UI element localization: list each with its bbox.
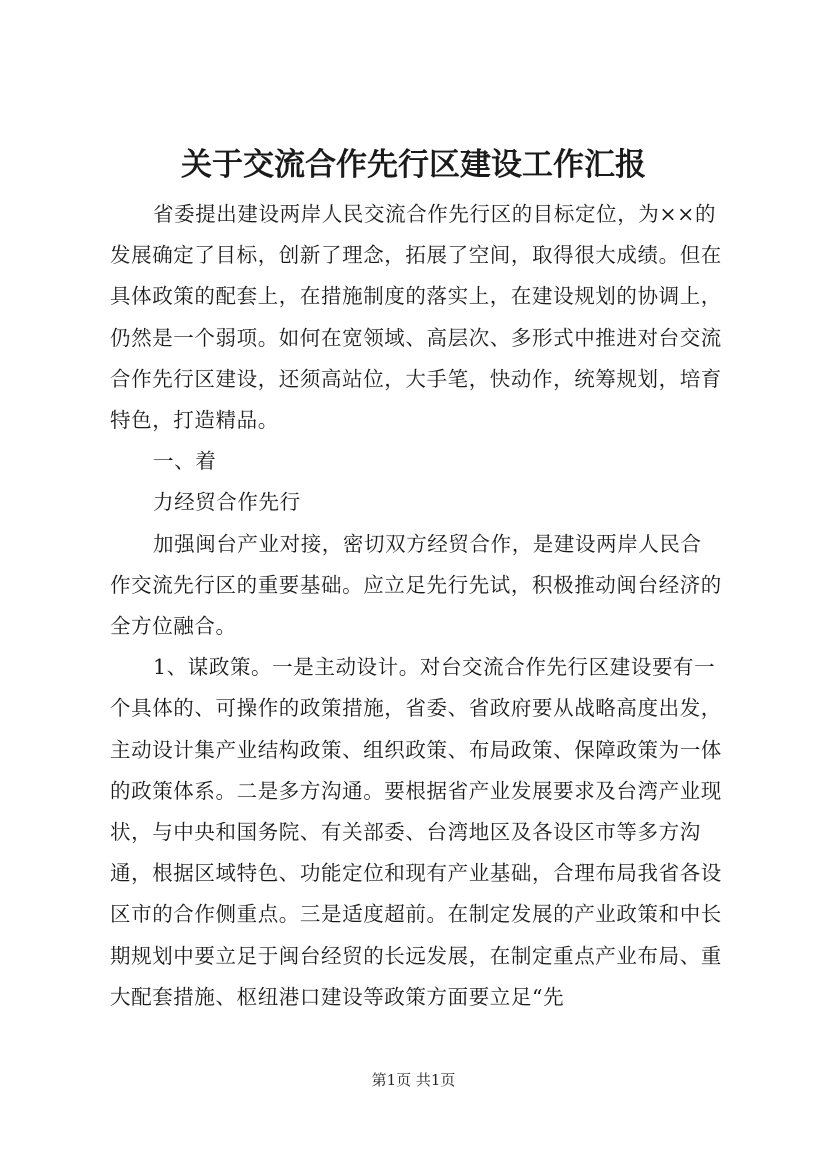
document-body (110, 194, 722, 1018)
page-footer: 第1页 共1页 (371, 1071, 456, 1089)
paragraph-economic-cooperation: 加强闽台产业对接，密切双方经贸合作，是建设两岸人民合作交流先行区的重要基础。应立足先行先试，积极推动闽台经济的全方位融合。 (110, 531, 722, 639)
page-title: 关于交流合作先行区建设工作汇报 (181, 147, 646, 183)
paragraph-policy: 1、谋政策。一是主动设计。对台交流合作先行区建设要有一个具体的、可操作的政策措施，省委、省政府要从战略高度出发，主动设计集产业结构政策、组织政策、布局政策、保障政策为一体的政策体系。二是多方沟通。要根据省产业发展要求及台湾产业现状，与中央和国务院、有关部委、台湾地区及各设区市等多方沟通，根据区域特色、功能定位和现有产业基础，合理布局我省各设区市的合作侧重点。三是适度超前。在制定发展的产业政策和中长期规划中要立足于闽台经贸的长远发展，在制定重点产业布局、重大配套措施、枢纽港口建设等政策方面要立足“先 (110, 655, 722, 1009)
section-heading-part2: 力经贸合作先行 (153, 490, 301, 515)
section-heading-part1: 一、着 (153, 449, 217, 474)
paragraph-intro: 省委提出建设两岸人民交流合作先行区的目标定位，为××的发展确定了目标，创新了理念，拓展了空间，取得很大成绩。但在具体政策的配套上，在措施制度的落实上，在建设规划的协调上，仍然是一个弱项。如何在宽领域、高层次、多形式中推进对台交流合作先行区建设，还须高站位，大手笔，快动作，统筹规划，培育特色，打造精品。 (110, 202, 722, 433)
